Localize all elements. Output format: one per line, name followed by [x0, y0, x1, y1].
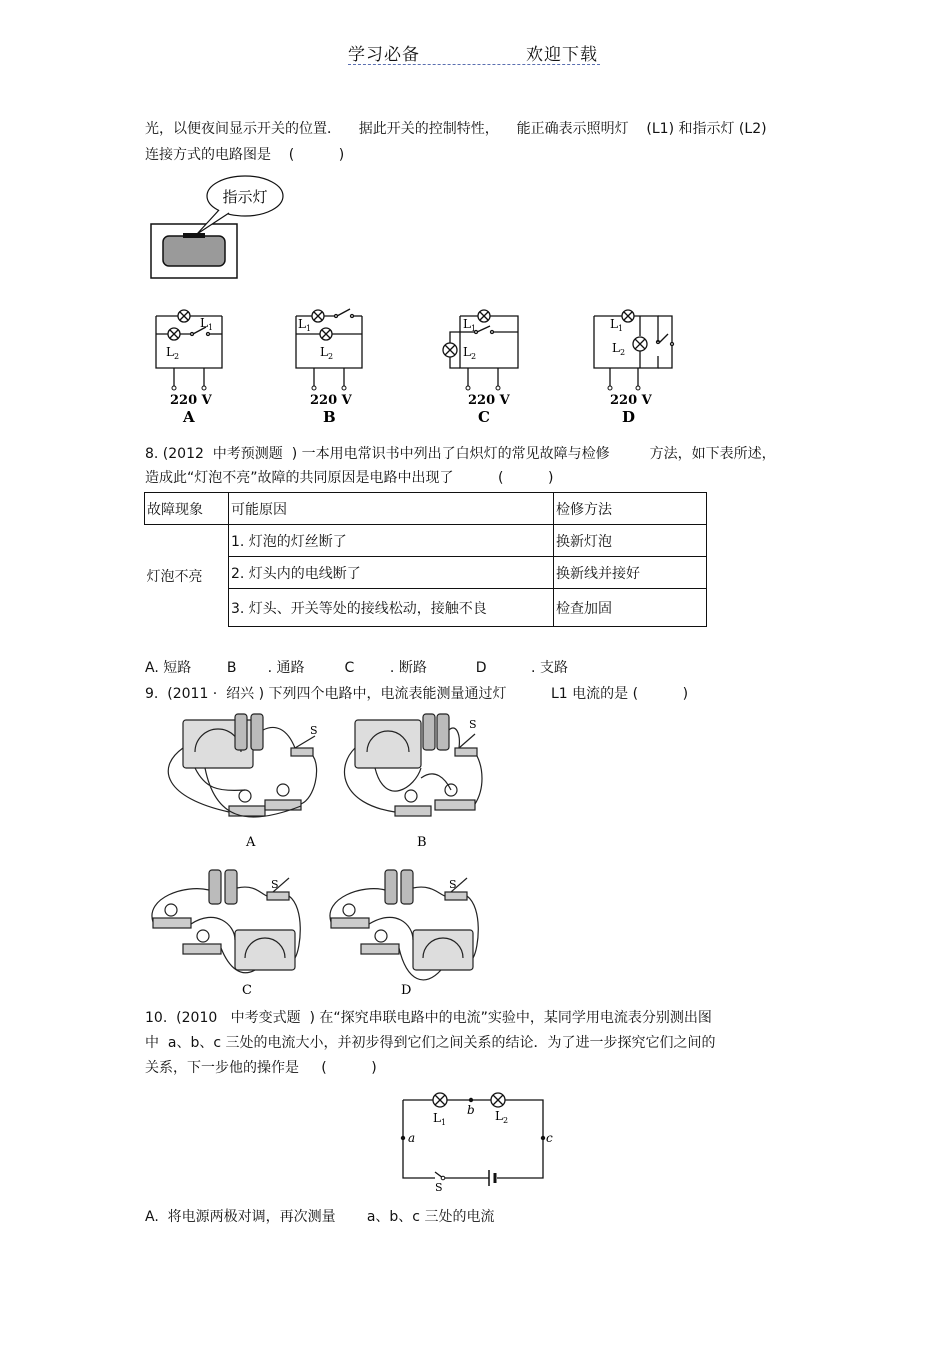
table-header-cell: 可能原因 — [229, 493, 554, 525]
fig-c-switch-label: S — [271, 878, 279, 891]
series-circuit-diagram — [395, 1088, 555, 1193]
header-divider — [348, 64, 600, 65]
point-b-label: b — [467, 1103, 475, 1117]
table-header-cell: 故障现象 — [145, 493, 229, 525]
circuit-d-voltage: 220 V — [610, 393, 652, 408]
circuit-c-voltage: 220 V — [468, 393, 510, 408]
q8-line-2: 造成此“灯泡不亮”故障的共同原因是电路中出现了 ( ) — [145, 470, 554, 486]
point-a-label: a — [408, 1131, 416, 1145]
table-header-row — [145, 493, 707, 525]
fig-d-label: D — [401, 983, 412, 998]
fig-a-label: A — [246, 835, 256, 850]
table-header-cell: 检修方法 — [554, 493, 707, 525]
header-left: 学习必备 — [348, 45, 420, 65]
circuit-d-l1: $L_1$ — [610, 317, 624, 333]
circuit-d-l2: $L_2$ — [612, 341, 626, 357]
table-row — [145, 557, 707, 589]
fig-b-label: B — [417, 835, 427, 850]
q10-line-3: 关系，下一步他的操作是 ( ) — [145, 1060, 377, 1076]
cause-cell: 2. 灯头内的电线断了 — [229, 557, 554, 589]
fix-cell: 检查加固 — [554, 589, 707, 627]
circuit-b-voltage: 220 V — [310, 393, 352, 408]
table-row — [145, 525, 707, 557]
fix-cell: 换新线并接好 — [554, 557, 707, 589]
q10-line-2: 中 a、b、c 三处的电流大小，并初步得到它们之间关系的结论．为了进一步探究它们之间的 — [145, 1035, 716, 1051]
header-right: 欢迎下载 — [526, 45, 598, 65]
q10-line-1: 10. (2010 中考变式题 ) 在“探究串联电路中的电流”实验中，某同学用电流表分别测出图 — [145, 1010, 712, 1026]
q8-answers: A. 短路 B . 通路 C . 断路 D . 支路 — [145, 660, 568, 676]
callout-label: 指示灯 — [222, 188, 268, 206]
circuit-a-voltage: 220 V — [170, 393, 212, 408]
circuit-b — [292, 300, 372, 425]
series-switch-label: S — [435, 1181, 443, 1193]
fix-cell: 换新灯泡 — [554, 525, 707, 557]
cause-cell: 1. 灯泡的灯丝断了 — [229, 525, 554, 557]
circuit-a-label: A — [183, 408, 195, 425]
circuit-d-label: D — [622, 408, 636, 425]
ammeter-circuits-figure — [145, 708, 485, 998]
circuit-a-l1: $L_1$ — [200, 316, 214, 332]
q9-line-1: 9. (2011 · 绍兴 ) 下列四个电路中，电流表能测量通过灯 L1 电流的是 ( ) — [145, 686, 689, 702]
circuit-c-label: C — [478, 408, 490, 425]
table-row — [145, 589, 707, 627]
circuit-a — [150, 300, 230, 425]
fig-b-switch-label: S — [469, 718, 477, 731]
circuit-d — [592, 300, 687, 425]
circuit-b-l1: $L_1$ — [298, 317, 312, 333]
circuit-a-l2: $L_2$ — [166, 345, 180, 361]
circuit-c — [440, 300, 530, 425]
q7-line-2: 连接方式的电路图是 ( ) — [145, 147, 345, 163]
circuit-b-label: B — [323, 408, 336, 425]
point-c-label: c — [546, 1131, 553, 1145]
fig-d-switch-label: S — [449, 878, 457, 891]
series-l1: $L_1$ — [433, 1111, 447, 1127]
q7-line-1: 光，以便夜间显示开关的位置． 据此开关的控制特性， 能正确表示照明灯 (L1) 和指示灯 (L2) — [145, 121, 767, 137]
phenomenon-cell: 灯泡不亮 — [145, 525, 229, 627]
fault-table — [144, 492, 707, 627]
cause-cell: 3. 灯头、开关等处的接线松动，接触不良 — [229, 589, 554, 627]
fig-a-switch-label: S — [310, 724, 318, 737]
switch-indicator-figure — [145, 172, 295, 284]
series-l2: $L_2$ — [495, 1109, 509, 1125]
fig-c-label: C — [242, 983, 252, 998]
q8-line-1: 8. (2012 中考预测题 ) 一本用电常识书中列出了白炽灯的常见故障与检修 方法，如下表所述， — [145, 446, 776, 462]
circuit-c-l1: $L_1$ — [463, 317, 477, 333]
circuit-b-l2: $L_2$ — [320, 345, 334, 361]
q10-option-a: A. 将电源两极对调，再次测量 a、b、c 三处的电流 — [145, 1209, 495, 1225]
circuit-c-l2: $L_2$ — [463, 345, 477, 361]
